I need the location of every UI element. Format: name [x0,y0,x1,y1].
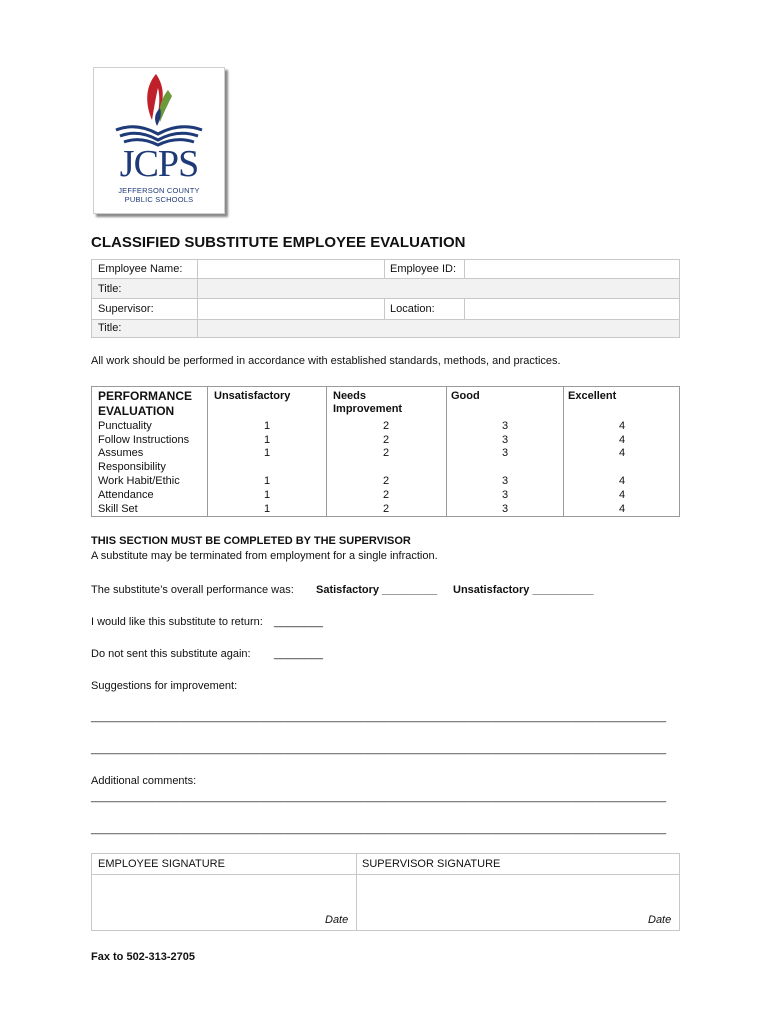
employee-name-field[interactable] [198,260,384,278]
score-option[interactable]: 3 [501,475,509,487]
score-option[interactable]: 4 [618,503,626,515]
employee-signature-field[interactable] [92,875,356,930]
criterion-attendance: Attendance [98,489,154,501]
employee-id-field[interactable] [465,260,679,278]
supervisor-field[interactable] [198,299,384,319]
suggestions-line-2[interactable]: ______________________________________________________________________________________________ [91,743,667,755]
score-option[interactable]: 2 [382,447,390,459]
score-option[interactable]: 1 [263,447,271,459]
score-option[interactable]: 3 [501,447,509,459]
score-option[interactable]: 3 [501,489,509,501]
col-needs: Needs [333,390,367,402]
info-row-title [92,279,679,299]
return-label: I would like this substitute to return: [91,616,263,628]
score-option[interactable]: 4 [618,420,626,432]
page-title: CLASSIFIED SUBSTITUTE EMPLOYEE EVALUATION [91,234,466,251]
performance-heading-2: EVALUATION [98,404,175,418]
supervisor-signature-label: SUPERVISOR SIGNATURE [362,858,501,870]
supervisor-signature-field[interactable] [357,875,679,930]
score-option[interactable]: 1 [263,475,271,487]
criterion-skill-set: Skill Set [98,503,138,515]
satisfactory-option[interactable]: Satisfactory _________ [316,584,438,596]
comments-line-2[interactable]: ______________________________________________________________________________________________ [91,823,667,835]
score-option[interactable]: 4 [618,447,626,459]
info-row-supervisor [92,299,679,320]
supervisor-section-heading: THIS SECTION MUST BE COMPLETED BY THE SUPERVISOR [91,535,411,547]
fax-note: Fax to 502-313-2705 [91,951,195,963]
score-option[interactable]: 2 [382,489,390,501]
supervisor-label: Supervisor: [98,303,154,315]
comments-line-1[interactable]: ______________________________________________________________________________________________ [91,791,667,803]
score-option[interactable]: 1 [263,434,271,446]
employee-signature-label: EMPLOYEE SIGNATURE [98,858,225,870]
logo-line-2: PUBLIC SCHOOLS [124,195,194,204]
col-excellent: Excellent [568,390,617,402]
criterion-work-habit: Work Habit/Ethic [98,475,180,487]
jcps-logo [93,67,225,214]
employee-name-label: Employee Name: [98,263,183,275]
score-option[interactable]: 2 [382,475,390,487]
supervisor-title-label: Title: [98,322,122,334]
title-label: Title: [98,283,122,295]
suggestions-line-1[interactable]: ______________________________________________________________________________________________ [91,711,667,723]
suggestions-label: Suggestions for improvement: [91,680,238,692]
score-option[interactable]: 3 [501,434,509,446]
score-option[interactable]: 1 [263,503,271,515]
score-option[interactable]: 3 [501,420,509,432]
standards-note: All work should be performed in accordance with established standards, methods, and practices. [91,355,561,367]
col-good: Good [451,390,480,402]
score-option[interactable]: 3 [501,503,509,515]
return-field[interactable]: ________ [274,616,323,628]
employee-date-label: Date [325,914,349,926]
score-option[interactable]: 2 [382,434,390,446]
score-option[interactable]: 4 [618,489,626,501]
logo-line-1: JEFFERSON COUNTY [118,186,200,195]
termination-note: A substitute may be terminated from employment for a single infraction. [91,550,438,562]
score-option[interactable]: 1 [263,420,271,432]
score-option[interactable]: 2 [382,420,390,432]
performance-heading-1: PERFORMANCE [98,389,193,403]
employee-id-label: Employee ID: [390,263,457,275]
overall-performance-label: The substitute’s overall performance was: [91,584,294,596]
score-option[interactable]: 4 [618,475,626,487]
location-label: Location: [390,303,435,315]
col-improvement: Improvement [333,403,403,415]
info-row-employee [92,260,679,279]
not-return-field[interactable]: ________ [274,648,323,660]
signature-table [91,853,680,931]
title-field[interactable] [198,279,679,298]
score-option[interactable]: 1 [263,489,271,501]
criterion-punctuality: Punctuality [98,420,152,432]
score-option[interactable]: 4 [618,434,626,446]
supervisor-title-field[interactable] [198,320,679,337]
supervisor-date-label: Date [648,914,672,926]
employee-info-table [91,259,680,338]
criterion-responsibility: Responsibility [98,461,166,473]
score-option[interactable]: 2 [382,503,390,515]
performance-table [91,386,680,517]
info-row-supervisor-title [92,320,679,337]
additional-comments-label: Additional comments: [91,775,197,787]
criterion-follow-instructions: Follow Instructions [98,434,190,446]
unsatisfactory-option[interactable]: Unsatisfactory __________ [453,584,594,596]
criterion-assumes: Assumes [98,447,144,459]
not-return-label: Do not sent this substitute again: [91,648,251,660]
logo-wordmark: JCPS [119,143,199,185]
location-field[interactable] [465,299,679,319]
col-unsatisfactory: Unsatisfactory [214,390,291,402]
